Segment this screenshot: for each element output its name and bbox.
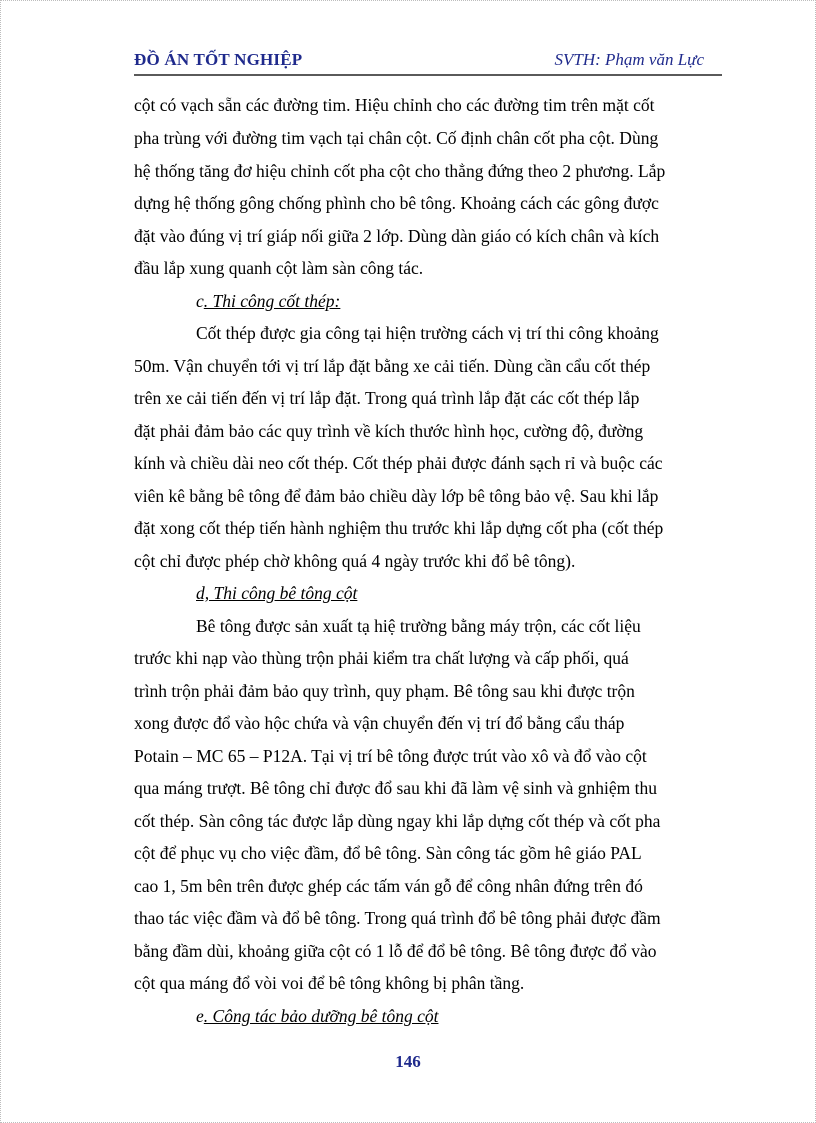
text-line: bằng đầm dùi, khoảng giữa cột có 1 lỗ để đổ bê tông. Bê tông được đổ vào: [134, 941, 657, 961]
text-line: Bê tông được sản xuất tạ hiệ trường bằng máy trộn, các cốt liệu: [196, 616, 641, 636]
section-heading-e-prefix: e: [196, 1006, 204, 1026]
text-line: dựng hệ thống gông chống phình cho bê tông. Khoảng cách các gông được: [134, 193, 659, 213]
header-title: ĐỒ ÁN TỐT NGHIỆP: [134, 50, 303, 69]
text-line: đặt xong cốt thép tiến hành nghiệm thu trước khi lắp dựng cốt pha (cốt thép: [134, 518, 664, 538]
text-line: cốt thép. Sàn công tác được lắp dùng ngay khi lắp dựng cốt thép và cốt pha: [134, 811, 661, 831]
text-line: trình trộn phải đảm bảo quy trình, quy phạm. Bê tông sau khi được trộn: [134, 681, 635, 701]
text-line: cột qua máng đổ vòi voi để bê tông không bị phân tầng.: [134, 973, 525, 993]
text-line: thao tác việc đầm và đổ bê tông. Trong quá trình đổ bê tông phải được đầm: [134, 908, 661, 928]
text-line: Cốt thép được gia công tại hiện trường cách vị trí thi công khoảng: [196, 323, 659, 343]
text-line: 50m. Vận chuyển tới vị trí lắp đặt bằng xe cải tiến. Dùng cần cẩu cốt thép: [134, 356, 651, 376]
text-line: cột để phục vụ cho việc đầm, đổ bê tông. Sàn công tác gồm hê giáo PAL: [134, 843, 642, 863]
section-heading-c-title: . Thi công cốt thép:: [203, 291, 341, 311]
text-line: kính và chiều dài neo cốt thép. Cốt thép phải được đánh sạch rỉ và buộc các: [134, 453, 663, 473]
text-line: qua máng trượt. Bê tông chỉ được đổ sau khi đã làm vệ sinh và gnhiệm thu: [134, 778, 658, 798]
text-line: pha trùng với đường tim vạch tại chân cột. Cố định chân cốt pha cột. Dùng: [134, 128, 659, 148]
text-line: trên xe cải tiến đến vị trí lắp đặt. Trong quá trình lắp đặt các cốt thép lắp: [134, 388, 640, 408]
text-line: Potain – MC 65 – P12A. Tại vị trí bê tông được trút vào xô và đổ vào cột: [134, 746, 647, 766]
text-line: cột chỉ được phép chờ không quá 4 ngày trước khi đổ bê tông).: [134, 551, 576, 571]
page-number: 146: [395, 1052, 421, 1071]
page-header: [134, 48, 722, 76]
text-line: đầu lắp xung quanh cột làm sàn công tác.: [134, 258, 424, 278]
text-line: đặt vào đúng vị trí giáp nối giữa 2 lớp. Dùng dàn giáo có kích chân và kích: [134, 226, 660, 246]
text-line: trước khi nạp vào thùng trộn phải kiểm tra chất lượng và cấp phối, quá: [134, 648, 629, 668]
section-heading-d-title: d, Thi công bê tông cột: [196, 583, 358, 603]
section-heading-e: [196, 1005, 438, 1027]
section-heading-e-title: . Công tác bảo dưỡng bê tông cột: [203, 1006, 439, 1026]
text-line: cột có vạch sẵn các đường tim. Hiệu chỉnh cho các đường tim trên mặt cốt: [134, 95, 655, 115]
header-author: SVTH: Phạm văn Lực: [554, 50, 704, 69]
text-line: hệ thống tăng đơ hiệu chỉnh cốt pha cột cho thẳng đứng theo 2 phương. Lắp: [134, 161, 666, 181]
text-line: viên kê bằng bê tông để đảm bảo chiều dày lớp bê tông bảo vệ. Sau khi lắp: [134, 486, 659, 506]
text-line: cao 1, 5m bên trên được ghép các tấm ván gỗ để công nhân đứng trên đó: [134, 876, 643, 896]
section-heading-c-prefix: c: [196, 291, 204, 311]
section-heading-c: [196, 290, 340, 312]
text-line: đặt phải đảm bảo các quy trình về kích thước hình học, cường độ, đường: [134, 421, 644, 441]
section-heading-d: [196, 582, 357, 604]
text-line: xong được đổ vào hộc chứa và vận chuyển đến vị trí đổ bằng cẩu tháp: [134, 713, 625, 733]
